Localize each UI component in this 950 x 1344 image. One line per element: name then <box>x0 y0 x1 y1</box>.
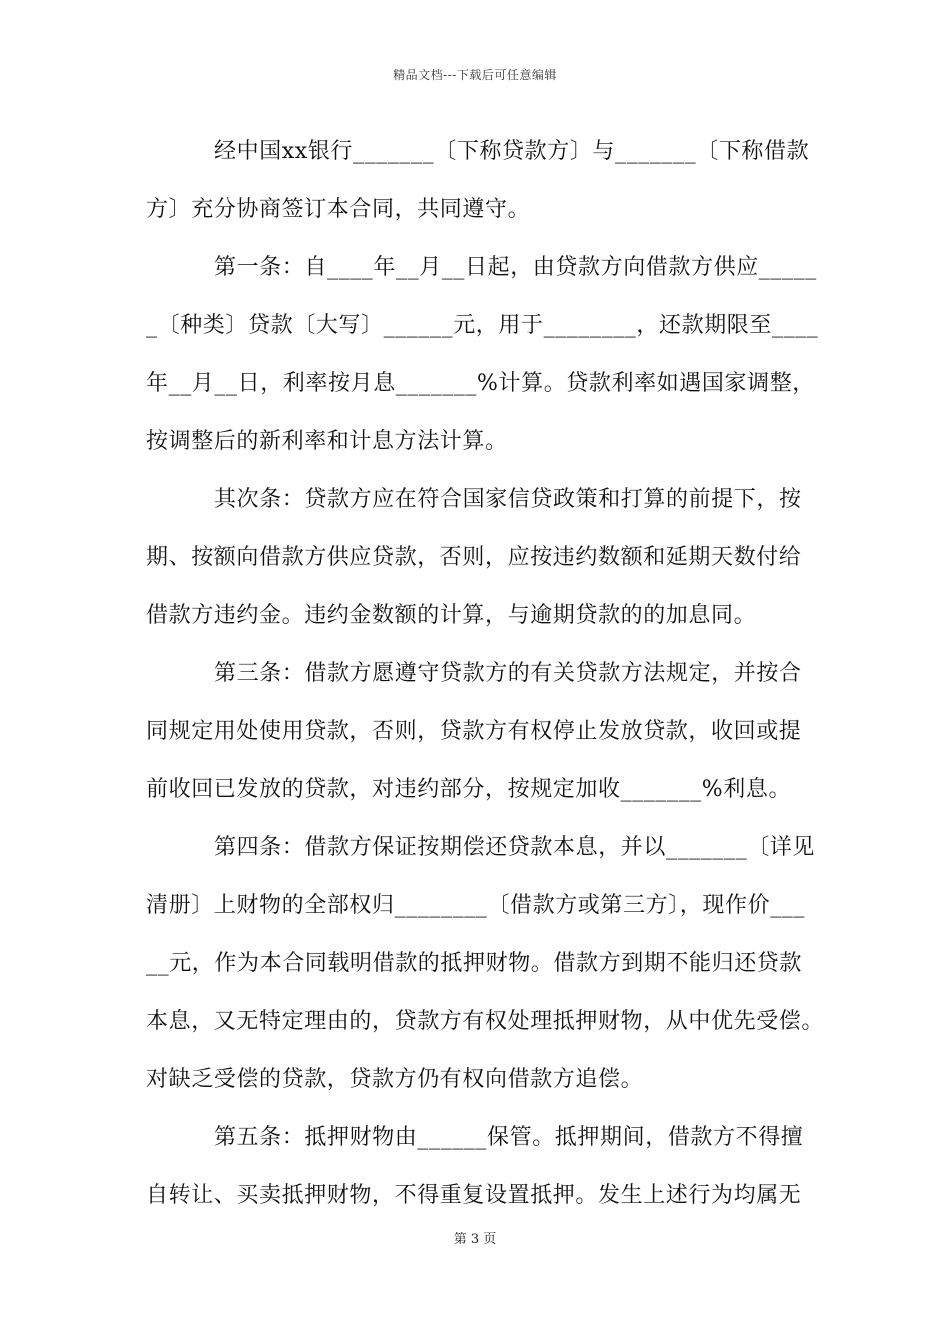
paragraph-line: 清册〕上财物的全部权归________〔借款方或第三方〕，现作价___ <box>146 893 806 918</box>
paragraph-line: 本息，又无特定理由的，贷款方有权处理抵押财物，从中优先受偿。 <box>146 1009 825 1034</box>
paragraph-line: 年__月__日，利率按月息_______%计算。贷款利率如遇国家调整， <box>146 371 815 396</box>
paragraph-line: 经中国xx银行_______〔下称贷款方〕与_______〔下称借款 <box>214 139 810 164</box>
paragraph-line: 第四条：借款方保证按期偿还贷款本息，并以_______〔详见 <box>214 835 816 860</box>
paragraph-line: 对缺乏受偿的贷款，贷款方仍有权向借款方追偿。 <box>146 1067 644 1092</box>
paragraph-line: 第五条：抵押财物由______保管。抵押期间，借款方不得擅 <box>214 1125 804 1150</box>
paragraph-line: 第三条：借款方愿遵守贷款方的有关贷款方法规定，并按合 <box>214 661 802 686</box>
page-header: 精品文档---下载后可任意编辑 <box>393 68 557 82</box>
paragraph-line: _〔种类〕贷款〔大写〕______元，用于________，还款期限至____ <box>146 313 819 338</box>
paragraph-line: 方〕充分协商签订本合同，共同遵守。 <box>146 197 531 222</box>
paragraph-line: 其次条：贷款方应在符合国家信贷政策和打算的前提下，按 <box>214 487 802 512</box>
paragraph-line: 按调整后的新利率和计息方法计算。 <box>146 429 508 454</box>
paragraph-line: 前收回已发放的贷款，对违约部分，按规定加收_______%利息。 <box>146 777 792 802</box>
paragraph-line: 自转让、买卖抵押财物，不得重复设置抵押。发生上述行为均属无 <box>146 1183 802 1208</box>
paragraph-line: 第一条：自____年__月__日起，由贷款方向借款方供应_____ <box>214 255 817 280</box>
paragraph-line: __元，作为本合同载明借款的抵押财物。借款方到期不能归还贷款 <box>146 951 803 976</box>
paragraph-line: 借款方违约金。违约金数额的计算，与逾期贷款的的加息同。 <box>146 603 757 628</box>
document-body <box>146 130 825 1232</box>
paragraph-line: 期、按额向借款方供应贷款，否则，应按违约数额和延期天数付给 <box>146 545 802 570</box>
paragraph-line: 同规定用处使用贷款，否则，贷款方有权停止发放贷款，收回或提 <box>146 719 802 744</box>
page-number: 第 3 页 <box>453 1232 497 1247</box>
